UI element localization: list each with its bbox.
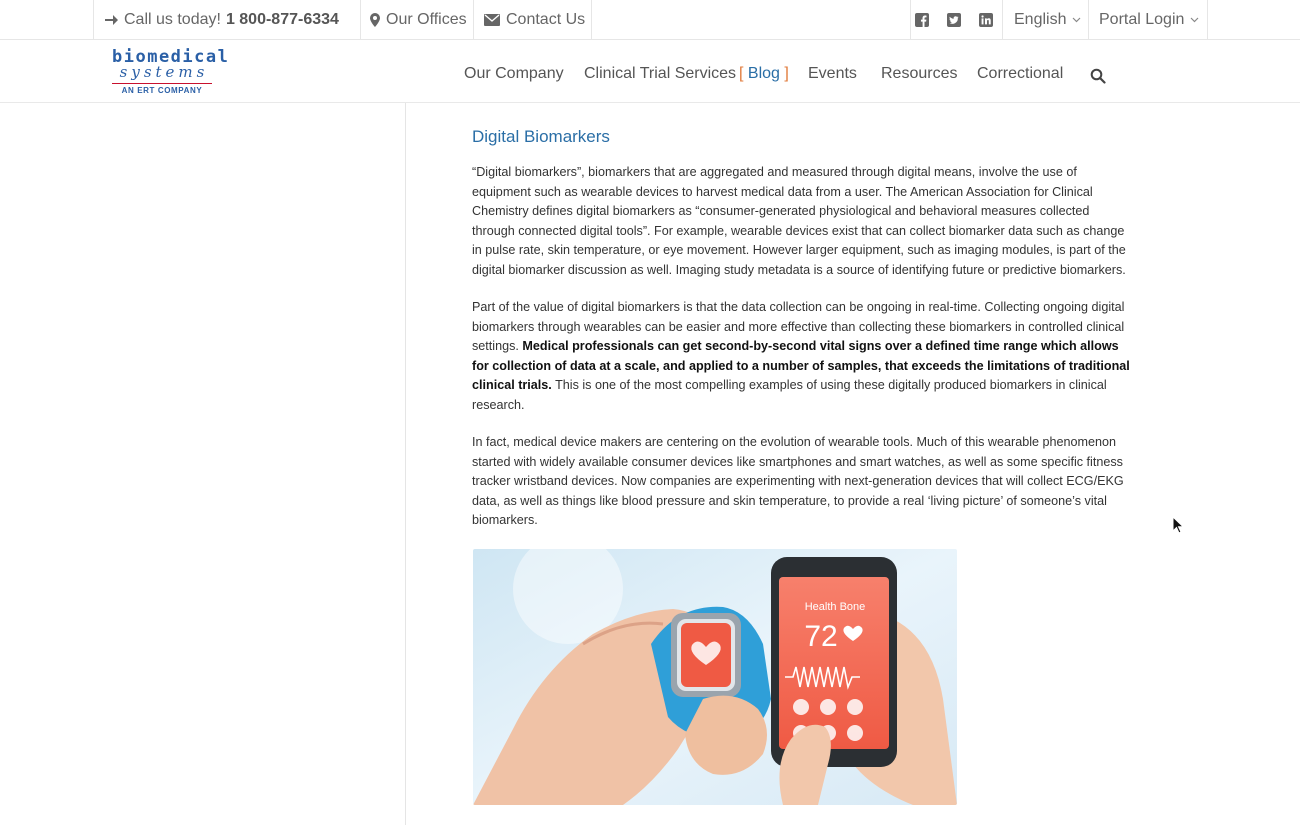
nav-our-company[interactable]: Our Company	[464, 65, 564, 82]
contact-us-link[interactable]	[474, 0, 592, 39]
nav-clinical-trial-services[interactable]: Clinical Trial Services	[584, 65, 737, 82]
language-selector[interactable]	[1003, 0, 1089, 39]
phone-number[interactable]: 1 800-877-6334	[225, 10, 339, 28]
nav-blog[interactable]	[739, 65, 789, 83]
phone-reading: 72	[804, 620, 838, 653]
nav-blog-label: Blog	[747, 65, 780, 82]
linkedin-icon[interactable]	[979, 13, 993, 27]
portal-login[interactable]	[1089, 0, 1208, 39]
call-us[interactable]	[93, 0, 361, 39]
article-paragraph-3: In fact, medical device makers are centering on the evolution of wearable tools. Much of this wearable phenomenon started with widely available consumer devices like smartphones and smart watches, as well as some specific fitness tracker wristband devices. Now companies are experimenting with next-generation devices that will collect ECG/EKG data, as well as things like blood pressure and skin temperature, to provide a real ‘living picture’ of someone’s vital biomarkers.	[472, 435, 1124, 528]
logo-line1: biomedical	[112, 47, 230, 67]
search-icon	[1090, 68, 1106, 84]
call-prefix: Call us today!	[124, 10, 221, 28]
phone-app-title: Health Bone	[804, 601, 866, 613]
logo-tagline: AN ERT COMPANY	[121, 86, 203, 95]
p2-bold: Medical professionals can get second-by-second vital signs over a defined time range which allows for collection of data at a scale, and applied to a number of samples, that exceeds the limitations of traditional clinical trials.	[472, 339, 1130, 393]
contact-us-label: Contact Us	[506, 10, 586, 28]
mouse-cursor	[1172, 516, 1184, 539]
p2-start: Part of the value of digital biomarkers is that the data collection can be ongoing in real-time. Collecting ongoing digital biomarkers through wearables can be easier and more effective than collecting these biomarkers in controlled clinical settings.	[472, 300, 1125, 354]
social-links	[910, 0, 1003, 39]
site-logo[interactable]	[112, 47, 230, 102]
bracket-open: [	[739, 65, 744, 82]
chevron-down-icon	[1072, 17, 1081, 23]
p2-end: This is one of the most compelling examples of using these digitally produced biomarkers in clinical research.	[472, 378, 1107, 412]
logo-line2: systems	[119, 63, 209, 81]
top-utility-bar	[0, 0, 1300, 40]
language-label: English	[1014, 10, 1067, 28]
blog-article	[472, 125, 1132, 528]
portal-login-label: Portal Login	[1099, 10, 1185, 28]
our-offices-link[interactable]	[361, 0, 474, 39]
nav-correctional[interactable]: Correctional	[977, 65, 1064, 82]
envelope-icon	[484, 14, 500, 26]
chevron-down-icon	[1190, 17, 1199, 23]
cursor-arrow-icon	[1172, 516, 1184, 534]
article-paragraph-1: “Digital biomarkers”, biomarkers that are aggregated and measured through digital means, involve the use of equipment such as wearable devices to harvest medical data from a user. The American Association for Clinical Chemistry defines digital biomarkers as “consumer-generated physiological and behavioral measures collected through connected digital tools”. For example, wearable devices exist that can collect biomarker data such as change in pulse rate, skin temperature, or eye movement. However larger equipment, such as imaging modules, is part of the digital biomarker discussion as well. Imaging study metadata is a source of identifying future or predictive biomarkers.	[472, 165, 1126, 277]
map-pin-icon	[370, 13, 380, 27]
nav-resources[interactable]: Resources	[881, 65, 958, 82]
search-button[interactable]	[1090, 68, 1106, 89]
our-offices-label: Our Offices	[386, 10, 467, 28]
twitter-icon[interactable]	[947, 13, 961, 27]
article-title: Digital Biomarkers	[472, 127, 610, 146]
bracket-close: ]	[784, 65, 789, 82]
article-paragraph-2	[472, 298, 1132, 416]
arrow-right-icon	[104, 13, 118, 27]
wearables-photo	[473, 549, 957, 805]
sidebar-divider	[405, 103, 406, 825]
logo-rule	[112, 83, 212, 84]
nav-events[interactable]: Events	[808, 65, 857, 82]
facebook-icon[interactable]	[915, 13, 929, 27]
